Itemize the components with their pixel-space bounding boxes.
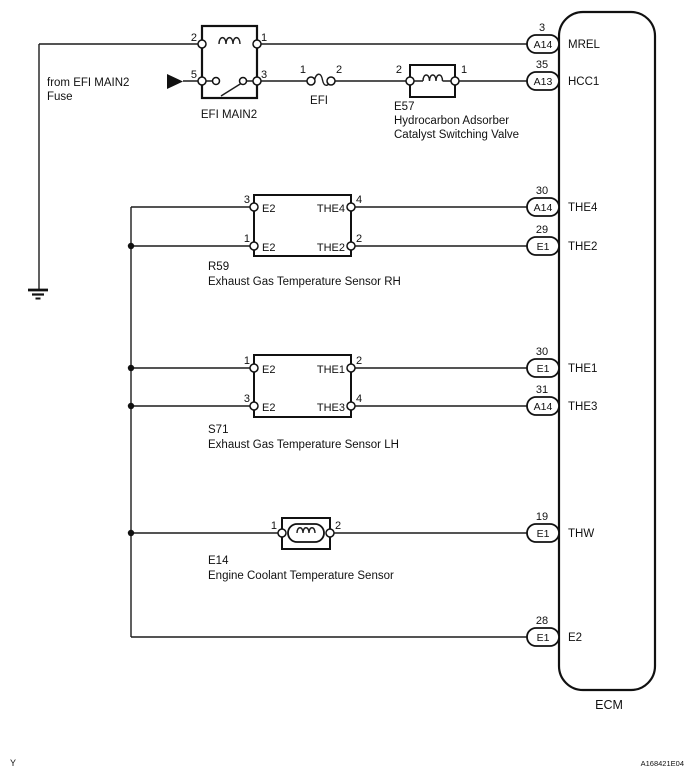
ecm-signal-label: THE4	[568, 202, 598, 214]
ground-icon	[28, 290, 48, 299]
junction-dot	[128, 403, 134, 409]
source-feed-label-line2: Fuse	[47, 91, 73, 103]
fuse-pin-number: 1	[299, 64, 306, 76]
ecm-pin-number: 29	[535, 224, 549, 236]
figure-code: A168421E04	[640, 759, 684, 768]
junction-dot	[128, 530, 134, 536]
relay-switch-blade	[221, 84, 241, 97]
sensor-pin	[250, 242, 258, 250]
page-code: Y	[10, 758, 17, 768]
sensor-name: Engine Coolant Temperature Sensor	[208, 570, 394, 582]
sensor-pin	[250, 402, 258, 410]
ecm-terminal-code: A14	[533, 401, 553, 413]
sensor-pin-number: 1	[243, 355, 250, 367]
sensor-pin-number: 1	[243, 233, 250, 245]
sensor-terminal-label: THE4	[316, 203, 345, 215]
sensor-pin	[347, 203, 355, 211]
junction-dot	[128, 365, 134, 371]
sensor-name: Exhaust Gas Temperature Sensor RH	[208, 276, 401, 288]
sensor-pin	[347, 364, 355, 372]
sensor-terminal-label: E2	[262, 402, 276, 414]
fuse-label: EFI	[310, 95, 328, 107]
ecm-signal-label: E2	[568, 632, 583, 644]
ecm-signal-label: HCC1	[568, 76, 600, 88]
relay-pin-number: 2	[190, 32, 197, 44]
fuse-pin	[327, 77, 335, 85]
relay-label: EFI MAIN2	[200, 109, 258, 121]
relay-pin-number: 5	[190, 69, 197, 81]
valve-coil-icon	[423, 75, 443, 81]
relay-pin-number: 3	[261, 69, 268, 81]
ecm-terminal-code: E1	[536, 241, 550, 253]
sensor-pin-number: 2	[335, 520, 342, 532]
sensor-code: S71	[208, 424, 229, 436]
sensor-pin-number: 4	[356, 393, 363, 405]
valve-pin-number: 1	[461, 64, 468, 76]
ecm-label: ECM	[595, 698, 623, 712]
sensor-pin-number: 1	[270, 520, 277, 532]
feed-arrow-icon	[167, 74, 183, 89]
sensor-pin	[347, 242, 355, 250]
fuse-pin	[307, 77, 315, 85]
valve-pin	[451, 77, 459, 85]
relay-box	[202, 26, 257, 98]
sensor-terminal-label: THE1	[316, 364, 345, 376]
fuse-pin-number: 2	[336, 64, 343, 76]
ecm-signal-label: THW	[568, 528, 595, 540]
ecm-terminal-code: A14	[533, 39, 553, 51]
sensor-terminal-label: THE2	[316, 242, 345, 254]
ecm-pin-number: 30	[535, 346, 549, 358]
sensor-pin	[347, 402, 355, 410]
ecm-pin-number: 28	[535, 615, 549, 627]
sensor-pin	[278, 529, 286, 537]
ecm-terminal-code: A13	[533, 76, 553, 88]
relay-pin	[198, 40, 206, 48]
relay-coil-icon	[219, 38, 240, 44]
sensor-terminal-label: E2	[262, 242, 276, 254]
sensor-pin-number: 4	[356, 194, 363, 206]
ecm-signal-label: MREL	[568, 39, 600, 51]
sensor-s71	[208, 355, 399, 451]
ecm-terminal-code: A14	[533, 202, 553, 214]
sensor-r59	[208, 194, 401, 288]
relay-pin	[253, 40, 261, 48]
valve-code: E57	[394, 101, 415, 113]
ecm-signal-label: THE1	[568, 363, 598, 375]
sensor-pin	[250, 203, 258, 211]
valve-e57	[394, 64, 519, 141]
sensor-pin-number: 2	[356, 355, 363, 367]
relay-pin	[253, 77, 261, 85]
source-feed	[47, 74, 183, 103]
junction-dot	[128, 243, 134, 249]
sensor-pin	[326, 529, 334, 537]
valve-name-line2: Catalyst Switching Valve	[394, 129, 520, 141]
ecm-signal-label: THE2	[568, 241, 598, 253]
relay-switch-contact	[240, 78, 247, 85]
sensor-pin-number: 3	[243, 194, 250, 206]
sensor-code: E14	[208, 555, 229, 567]
ecm-pin-number: 3	[538, 22, 546, 34]
ecm-signal-label: THE3	[568, 401, 598, 413]
ecm-pin-number: 19	[535, 511, 549, 523]
sensor-pin-number: 3	[243, 393, 250, 405]
ecm-terminal-code: E1	[536, 528, 550, 540]
sensor-e14	[208, 518, 394, 582]
sensor-terminal-label: E2	[262, 203, 276, 215]
sensor-pin	[250, 364, 258, 372]
sensor-terminal-label: E2	[262, 364, 276, 376]
valve-pin	[406, 77, 414, 85]
sensor-code: R59	[208, 261, 230, 273]
ecm-terminal-code: E1	[536, 632, 550, 644]
relay-efi-main2	[191, 26, 267, 121]
ecm-terminal-code: E1	[536, 363, 550, 375]
ecm-box	[559, 12, 655, 690]
ecm-pin-number: 30	[535, 185, 549, 197]
sensor-e14-element	[288, 524, 324, 542]
sensor-pin-number: 2	[356, 233, 363, 245]
valve-name-line1: Hydrocarbon Adsorber	[394, 115, 510, 127]
sensor-name: Exhaust Gas Temperature Sensor LH	[208, 439, 399, 451]
valve-pin-number: 2	[395, 64, 402, 76]
ecm-pin-number: 31	[535, 384, 549, 396]
ecm-pin-number: 35	[535, 59, 549, 71]
source-feed-label-line1: from EFI MAIN2	[47, 77, 130, 89]
relay-switch-contact	[213, 78, 220, 85]
relay-pin-number: 1	[261, 32, 268, 44]
relay-pin	[198, 77, 206, 85]
fuse-efi	[300, 64, 342, 107]
sensor-terminal-label: THE3	[316, 402, 345, 414]
ecm-module	[527, 12, 655, 712]
